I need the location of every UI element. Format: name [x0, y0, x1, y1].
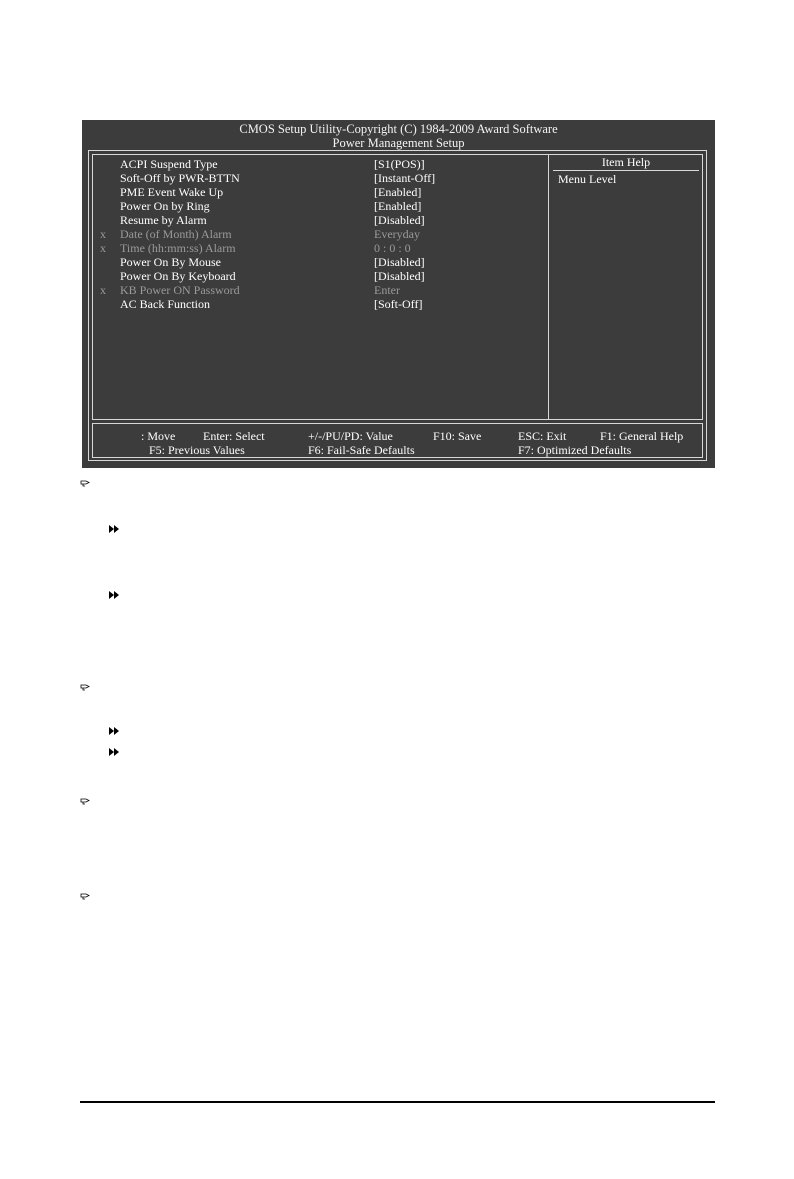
footer-enter: Enter: Select: [203, 429, 265, 443]
footer-save: F10: Save: [433, 429, 482, 443]
item-help-text: Menu Level: [558, 172, 617, 186]
double-arrow-right-icon: [108, 726, 120, 736]
footer-prev: F5: Previous Values: [149, 443, 245, 457]
setting-value[interactable]: [Disabled]: [374, 255, 425, 269]
setting-value[interactable]: [S1(POS)]: [374, 157, 425, 171]
footer-failsafe: F6: Fail-Safe Defaults: [308, 443, 415, 457]
bios-footer: [92, 423, 703, 458]
setting-value[interactable]: [Enabled]: [374, 199, 422, 213]
setting-label: PME Event Wake Up: [120, 185, 224, 199]
setting-value[interactable]: [Disabled]: [374, 269, 425, 283]
setting-label: KB Power ON Password: [120, 283, 240, 297]
pointing-hand-icon: [80, 796, 90, 806]
bios-subtitle: Power Management Setup: [332, 136, 465, 150]
setting-label: Power On by Ring: [120, 199, 210, 213]
footer-value: +/-/PU/PD: Value: [308, 429, 393, 443]
disabled-marker: x: [100, 241, 106, 255]
setting-label: AC Back Function: [120, 297, 210, 311]
double-arrow-right-icon: [108, 747, 120, 757]
pointing-hand-icon: [80, 478, 90, 488]
disabled-marker: x: [100, 227, 106, 241]
double-arrow-right-icon: [108, 524, 120, 534]
setting-label: Power On By Mouse: [120, 255, 221, 269]
setting-value[interactable]: [Enabled]: [374, 185, 422, 199]
setting-label: Soft-Off by PWR-BTTN: [120, 171, 240, 185]
setting-label: Resume by Alarm: [120, 213, 207, 227]
footer-optimized: F7: Optimized Defaults: [518, 443, 632, 457]
setting-label: Time (hh:mm:ss) Alarm: [120, 241, 236, 255]
bios-title: CMOS Setup Utility-Copyright (C) 1984-2009 Award Software: [239, 122, 558, 136]
bios-outer-frame: [88, 150, 707, 461]
double-arrow-right-icon: [108, 590, 120, 600]
item-help-title: Item Help: [553, 156, 699, 171]
bios-screen: [82, 120, 715, 468]
setting-label: ACPI Suspend Type: [120, 157, 218, 171]
setting-value[interactable]: [Disabled]: [374, 213, 425, 227]
item-help-panel: [548, 155, 703, 419]
setting-label: Power On By Keyboard: [120, 269, 236, 283]
setting-value: 0 : 0 : 0: [374, 241, 411, 255]
footer-move: : Move: [141, 429, 176, 443]
pointing-hand-icon: [80, 682, 90, 692]
pointing-hand-icon: [80, 891, 90, 901]
footer-exit: ESC: Exit: [518, 429, 567, 443]
page-bottom-rule: [80, 1101, 715, 1103]
footer-help: F1: General Help: [600, 429, 684, 443]
setting-value: Everyday: [374, 227, 420, 241]
setting-label: Date (of Month) Alarm: [120, 227, 232, 241]
disabled-marker: x: [100, 283, 106, 297]
setting-value: Enter: [374, 283, 400, 297]
setting-value[interactable]: [Instant-Off]: [374, 171, 436, 185]
setting-value[interactable]: [Soft-Off]: [374, 297, 423, 311]
bios-main-frame: [92, 154, 703, 420]
